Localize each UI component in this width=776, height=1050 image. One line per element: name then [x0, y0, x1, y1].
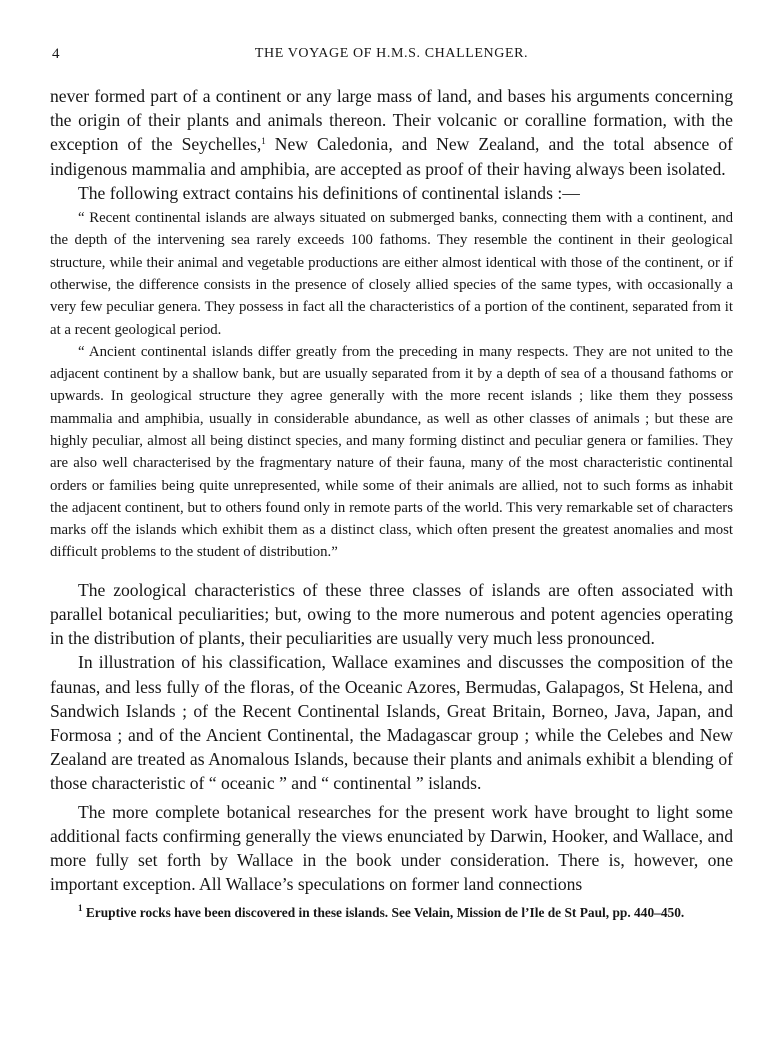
footnote-marker: 1: [78, 903, 83, 914]
footnote-text: Eruptive rocks have been discovered in these islands. See Velain, Mission de l’Ile de St Paul, pp. 440–450.: [82, 905, 685, 921]
paragraph-continued: never formed part of a continent or any large mass of land, and bases his arguments concerning the origin of their plants and animals thereon. Their volcanic or coralline formation, with the exception of the Seychelles,$^1$ New Caledonia, and New Zealand, and the total absence of indigenous mammalia and amphibia, are accepted as proof of their having always been isolated.: [50, 86, 734, 179]
paragraph-illustration: In illustration of his classification, Wallace examines and discusses the composition of the faunas, and less fully of the floras, of the Oceanic Azores, Bermudas, Galapagos, St Helena, and Sandwich Islands ; of the Recent Continental Islands, Great Britain, Borneo, Java, Japan, and Formosa ; and of the Ancient Continental, the Madagascar group ; while the Celebes and New Zealand are treated as Anomalous Islands, because their plants and animals exhibit a blending of those characteristic of “ oceanic ” and “ continental ” islands.: [50, 652, 733, 794]
footnotes: [50, 904, 733, 921]
quote-recent-continental: “ Recent continental islands are always situated on submerged banks, connecting them with a continent, and the depth of the intervening sea rarely exceeds 100 fathoms. They resemble the continent in their geological structure, while their animal and vegetable productions are either almost identical with those of the continent, or if otherwise, the difference consists in the presence of closely allied species of the same types, with occasionally a very few peculiar genera. They possess in fact all the characteristics of a portion of the continent, separated from it at a recent geological period.: [50, 210, 733, 338]
body-text: [50, 84, 733, 896]
page-number: 4: [52, 46, 61, 62]
paragraph-zoological: The zoological characteristics of these three classes of islands are often associated with parallel botanical peculiarities; but, owing to the more numerous and potent agencies operating in the distribution of plants, their peculiarities are usually very much less pronounced.: [50, 579, 733, 649]
block-quote: [50, 207, 733, 564]
running-title: THE VOYAGE OF H.M.S. CHALLENGER.: [254, 46, 529, 61]
footnote-1: [50, 904, 733, 921]
paragraph-botanical-researches: The more complete botanical researches for the present work have brought to light some additional facts confirming generally the views enunciated by Darwin, Hooker, and Wallace, and more fully set forth by Wallace in the book under consideration. There is, however, one important exception. All Wallace’s speculations on former land connections: [50, 801, 733, 895]
running-header: [50, 46, 733, 68]
footnote-reference[interactable]: 1: [261, 136, 266, 147]
paragraph-extract-intro: The following extract contains his definitions of continental islands :—: [78, 182, 580, 203]
page: [50, 46, 733, 921]
quote-ancient-continental: “ Ancient continental islands differ greatly from the preceding in many respects. They are not united to the adjacent continent by a shallow bank, but are usually separated from it by a depth of sea of a thousand fathoms or upwards. In geological structure they agree generally with the more recent islands ; like them they possess mammalia and amphibia, usually in considerable abundance, as well as other classes of animals ; but these are highly peculiar, almost all being distinct species, and many forming distinct and peculiar genera or families. They are also well characterised by the fragmentary nature of their fauna, many of the most characteristic continental orders or families being quite unrepresented, while some of their animals are allied, not to such forms as inhabit the adjacent continent, but to others found only in remote parts of the world. This very remarkable set of characters marks off the islands which exhibit them as a distinct class, which often present the greatest anomalies and most difficult problems to the student of distribution.”: [50, 343, 733, 561]
section-gap: [50, 564, 733, 578]
